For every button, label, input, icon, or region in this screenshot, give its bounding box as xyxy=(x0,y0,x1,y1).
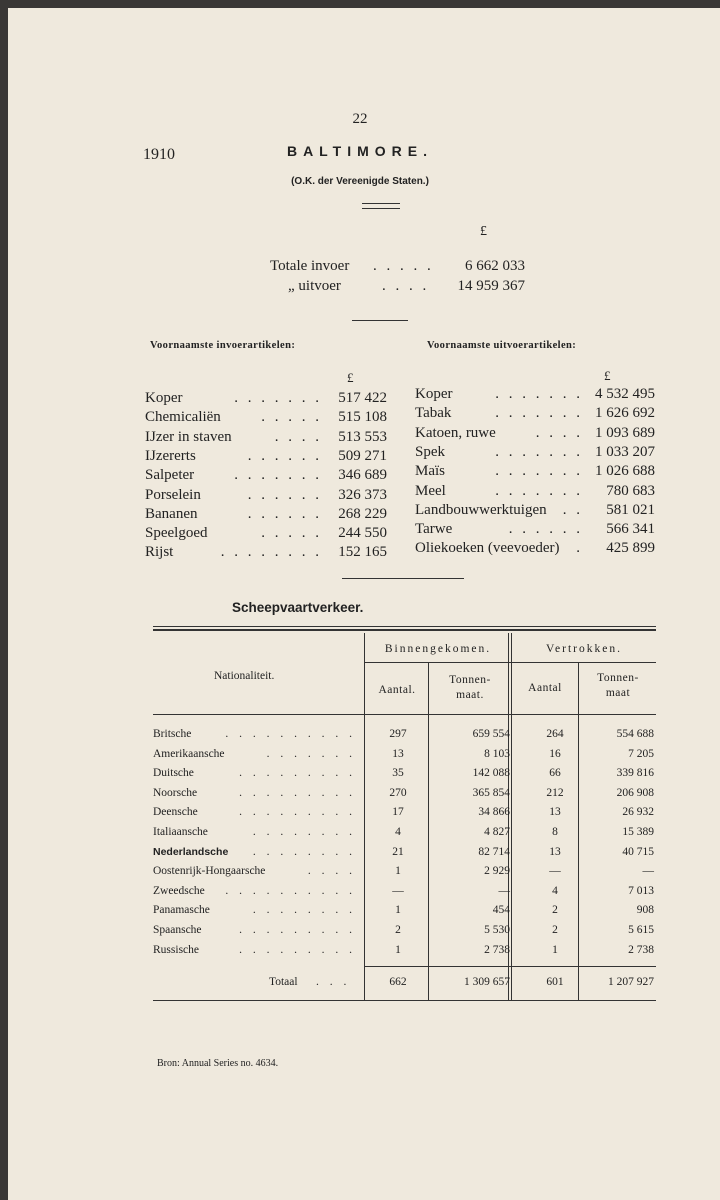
row-count-out: 1 xyxy=(552,943,558,956)
export-dots: . . xyxy=(562,501,583,518)
import-name: Rijst xyxy=(145,544,174,561)
col-header-tonnage-out-1: Tonnen- xyxy=(597,672,639,684)
total-dots: . . . xyxy=(316,976,351,988)
export-name: Oliekoeken (veevoeder) xyxy=(415,540,560,557)
table-top-rule-thick xyxy=(153,629,656,631)
row-tons-in: 365 854 xyxy=(472,786,510,799)
row-tons-out: 5 615 xyxy=(628,924,654,936)
row-tons-out: 40 715 xyxy=(622,845,654,858)
row-nationality: Italiaansche xyxy=(153,826,208,838)
country-subtitle: (O.K. der Vereenigde Staten.) xyxy=(291,176,429,187)
export-row xyxy=(415,538,655,558)
import-value: 509 271 xyxy=(338,447,387,464)
import-row xyxy=(145,523,390,543)
total-count-in: 662 xyxy=(389,976,407,988)
export-dots: . . . . . . xyxy=(508,521,583,538)
export-row xyxy=(415,481,655,501)
row-nationality: Duitsche xyxy=(153,767,194,780)
row-count-out: 212 xyxy=(546,786,564,799)
row-count-out: 13 xyxy=(549,845,561,858)
row-tons-out: 2 738 xyxy=(628,943,654,956)
export-dots: . . . . . . . xyxy=(495,386,583,402)
col-header-tonnage-in-2: maat. xyxy=(456,689,484,701)
total-row xyxy=(0,976,720,992)
shipping-row xyxy=(0,806,720,822)
row-count-in: 297 xyxy=(389,728,407,740)
table-bottom-rule xyxy=(153,1000,656,1001)
export-name: Tarwe xyxy=(415,521,453,538)
row-count-out: — xyxy=(549,865,561,878)
export-row xyxy=(415,461,655,481)
import-value: 346 689 xyxy=(338,467,387,484)
row-tons-out: 339 816 xyxy=(616,767,654,780)
row-tons-in: — xyxy=(498,884,510,897)
title-divider xyxy=(362,203,400,209)
totals-dots: . . . . . xyxy=(373,258,434,274)
import-name: Salpeter xyxy=(145,467,195,484)
row-count-in: 1 xyxy=(395,943,401,956)
import-name: IJzererts xyxy=(145,447,196,464)
totals-label: Totale invoer xyxy=(270,258,350,274)
exports-currency: £ xyxy=(604,368,611,383)
import-dots: . . . . xyxy=(274,428,322,445)
shipping-row xyxy=(0,944,720,960)
row-tons-out: 908 xyxy=(636,904,654,917)
row-nationality: Nederlandsche xyxy=(153,845,229,858)
import-dots: . . . . . . xyxy=(247,486,322,503)
row-count-in: 1 xyxy=(395,904,401,917)
row-dots: . . . . xyxy=(307,865,356,878)
row-nationality: Spaansche xyxy=(153,924,202,936)
year-label: 1910 xyxy=(143,146,175,163)
row-dots: . . . . . . . . . . xyxy=(225,884,356,897)
export-row xyxy=(415,384,655,404)
row-nationality: Amerikaansche xyxy=(153,747,225,760)
shipping-row xyxy=(0,787,720,803)
row-dots: . . . . . . . . . xyxy=(239,924,356,936)
import-row xyxy=(145,388,390,408)
imports-heading: Voornaamste invoerartikelen: xyxy=(150,340,296,351)
col-header-count-out: Aantal xyxy=(528,682,562,694)
export-dots: . . . . . . . xyxy=(495,405,583,422)
export-name: Koper xyxy=(415,386,453,402)
row-tons-out: 15 389 xyxy=(622,826,654,838)
import-name: Porselein xyxy=(145,486,201,503)
import-name: Bananen xyxy=(145,505,198,522)
row-count-in: 2 xyxy=(395,924,401,936)
row-nationality: Oostenrijk-Hongaarsche xyxy=(153,865,266,878)
import-row xyxy=(145,485,390,505)
import-value: 244 550 xyxy=(338,525,387,542)
row-nationality: Noorsche xyxy=(153,786,198,799)
row-count-in: 21 xyxy=(392,845,404,858)
row-tons-out: 7 205 xyxy=(628,747,654,760)
import-value: 517 422 xyxy=(338,390,387,406)
export-dots: . . . . . . . xyxy=(495,463,583,480)
import-name: Koper xyxy=(145,390,183,406)
export-row xyxy=(415,519,655,539)
import-name: IJzer in staven xyxy=(145,428,232,445)
import-dots: . . . . . . . . xyxy=(220,544,322,561)
row-count-in: 1 xyxy=(395,865,401,878)
row-count-in: 17 xyxy=(392,806,404,819)
row-nationality: Britsche xyxy=(153,728,192,740)
row-count-out: 66 xyxy=(549,767,561,780)
total-tons-in: 1 309 657 xyxy=(464,976,510,988)
import-name: Speelgoed xyxy=(145,525,208,542)
total-label: Totaal xyxy=(269,976,298,988)
import-row xyxy=(145,446,390,466)
export-value: 1 033 207 xyxy=(595,443,655,460)
import-row xyxy=(145,407,390,427)
row-count-out: 8 xyxy=(552,826,558,838)
shipping-row xyxy=(0,846,720,862)
shipping-row xyxy=(0,885,720,901)
row-count-in: 4 xyxy=(395,826,401,838)
shipping-row xyxy=(0,826,720,842)
col-header-tonnage-in-1: Tonnen- xyxy=(449,674,491,686)
row-tons-in: 5 530 xyxy=(484,924,510,936)
import-row xyxy=(145,427,390,447)
row-count-in: 13 xyxy=(392,747,404,760)
export-row xyxy=(415,403,655,423)
import-row xyxy=(145,504,390,524)
exports-heading: Voornaamste uitvoerartikelen: xyxy=(427,340,577,351)
row-tons-in: 142 088 xyxy=(472,767,510,780)
row-nationality: Zweedsche xyxy=(153,884,205,897)
shipping-row xyxy=(0,748,720,764)
row-dots: . . . . . . . . . . xyxy=(225,728,356,740)
row-count-out: 2 xyxy=(552,924,558,936)
row-tons-out: — xyxy=(642,865,654,878)
shipping-row xyxy=(0,904,720,920)
import-dots: . . . . . xyxy=(261,525,322,542)
col-group-arrived: Binnengekomen. xyxy=(384,643,492,655)
export-value: 4 532 495 xyxy=(595,386,655,402)
import-dots: . . . . . . . xyxy=(234,467,322,484)
col-header-nationality: Nationaliteit. xyxy=(214,670,275,682)
col-header-count-in: Aantal. xyxy=(378,684,416,696)
table-top-rule xyxy=(153,626,656,627)
export-name: Landbouwwerktuigen xyxy=(415,501,547,518)
export-row xyxy=(415,442,655,462)
export-value: 425 899 xyxy=(606,540,655,557)
totals-value: 14 959 367 xyxy=(457,278,525,294)
export-value: 780 683 xyxy=(606,482,655,499)
row-count-in: 270 xyxy=(389,786,407,799)
row-tons-in: 2 738 xyxy=(484,943,510,956)
totals-currency: £ xyxy=(480,224,487,239)
row-tons-out: 206 908 xyxy=(616,786,654,799)
row-tons-out: 554 688 xyxy=(616,728,654,740)
row-dots: . . . . . . . . xyxy=(252,904,356,917)
totals-label: „ uitvoer xyxy=(288,278,341,294)
export-value: 581 021 xyxy=(606,501,655,518)
row-tons-in: 34 866 xyxy=(478,806,510,819)
page-number: 22 xyxy=(352,111,368,127)
totals-row xyxy=(270,276,530,296)
import-dots: . . . . . . . xyxy=(234,390,322,406)
export-value: 1 626 692 xyxy=(595,405,655,422)
import-value: 513 553 xyxy=(338,428,387,445)
export-value: 566 341 xyxy=(606,521,655,538)
row-tons-in: 659 554 xyxy=(472,728,510,740)
row-nationality: Russische xyxy=(153,943,199,956)
import-row xyxy=(145,542,390,562)
row-dots: . . . . . . . . . xyxy=(239,786,356,799)
row-dots: . . . . . . . . xyxy=(252,845,356,858)
export-row xyxy=(415,500,655,520)
shipping-row xyxy=(0,767,720,783)
export-dots: . . . . xyxy=(535,424,583,441)
totals-divider xyxy=(352,320,408,321)
row-count-out: 16 xyxy=(549,747,561,760)
shipping-heading: Scheepvaartverkeer. xyxy=(232,600,364,615)
row-nationality: Deensche xyxy=(153,806,198,819)
row-count-out: 264 xyxy=(546,728,564,740)
row-tons-in: 82 714 xyxy=(478,845,510,858)
row-tons-in: 454 xyxy=(492,904,510,917)
row-dots: . . . . . . . . xyxy=(252,826,356,838)
row-tons-out: 26 932 xyxy=(622,806,654,819)
shipping-row xyxy=(0,728,720,744)
city-title: BALTIMORE. xyxy=(286,143,434,159)
export-name: Maïs xyxy=(415,463,445,480)
row-count-out: 13 xyxy=(549,806,561,819)
total-count-out: 601 xyxy=(546,976,564,988)
totals-value: 6 662 033 xyxy=(465,258,525,274)
totals-row xyxy=(270,256,530,276)
export-value: 1 093 689 xyxy=(595,424,655,441)
export-dots: . . . . . . . xyxy=(495,482,583,499)
import-dots: . . . . . . xyxy=(247,505,322,522)
row-count-in: 35 xyxy=(392,767,404,780)
source-note: Bron: Annual Series no. 4634. xyxy=(157,1058,279,1069)
export-name: Spek xyxy=(415,443,445,460)
export-row xyxy=(415,423,655,443)
table-header-rule xyxy=(153,714,656,715)
row-dots: . . . . . . . xyxy=(266,747,356,760)
import-dots: . . . . . . xyxy=(247,447,322,464)
row-count-in: — xyxy=(392,884,404,897)
row-tons-in: 4 827 xyxy=(484,826,510,838)
row-dots: . . . . . . . . . xyxy=(239,943,356,956)
import-value: 152 165 xyxy=(338,544,387,561)
row-nationality: Panamasche xyxy=(153,904,210,917)
import-dots: . . . . . xyxy=(261,409,322,426)
row-tons-in: 2 929 xyxy=(484,865,510,878)
total-tons-out: 1 207 927 xyxy=(608,976,654,988)
export-name: Tabak xyxy=(415,405,452,422)
shipping-row xyxy=(0,865,720,881)
totals-dots: . . . . xyxy=(382,278,430,294)
col-header-tonnage-out-2: maat xyxy=(605,687,631,699)
imports-currency: £ xyxy=(347,370,354,385)
col-group-departed: Vertrokken. xyxy=(546,643,622,655)
import-value: 268 229 xyxy=(338,505,387,522)
lists-divider xyxy=(342,578,464,579)
row-dots: . . . . . . . . . xyxy=(239,767,356,780)
export-value: 1 026 688 xyxy=(595,463,655,480)
row-count-out: 4 xyxy=(552,884,558,897)
export-name: Katoen, ruwe xyxy=(415,424,496,441)
row-tons-in: 8 103 xyxy=(484,747,510,760)
row-dots: . . . . . . . . . xyxy=(239,806,356,819)
import-row xyxy=(145,465,390,485)
row-tons-out: 7 013 xyxy=(628,884,654,897)
import-value: 326 373 xyxy=(338,486,387,503)
export-dots: . . . . . . . xyxy=(495,443,583,460)
shipping-row xyxy=(0,924,720,940)
import-name: Chemicaliën xyxy=(145,409,221,426)
export-name: Meel xyxy=(415,482,446,499)
import-value: 515 108 xyxy=(338,409,387,426)
row-count-out: 2 xyxy=(552,904,558,917)
export-dots: . xyxy=(576,540,583,557)
